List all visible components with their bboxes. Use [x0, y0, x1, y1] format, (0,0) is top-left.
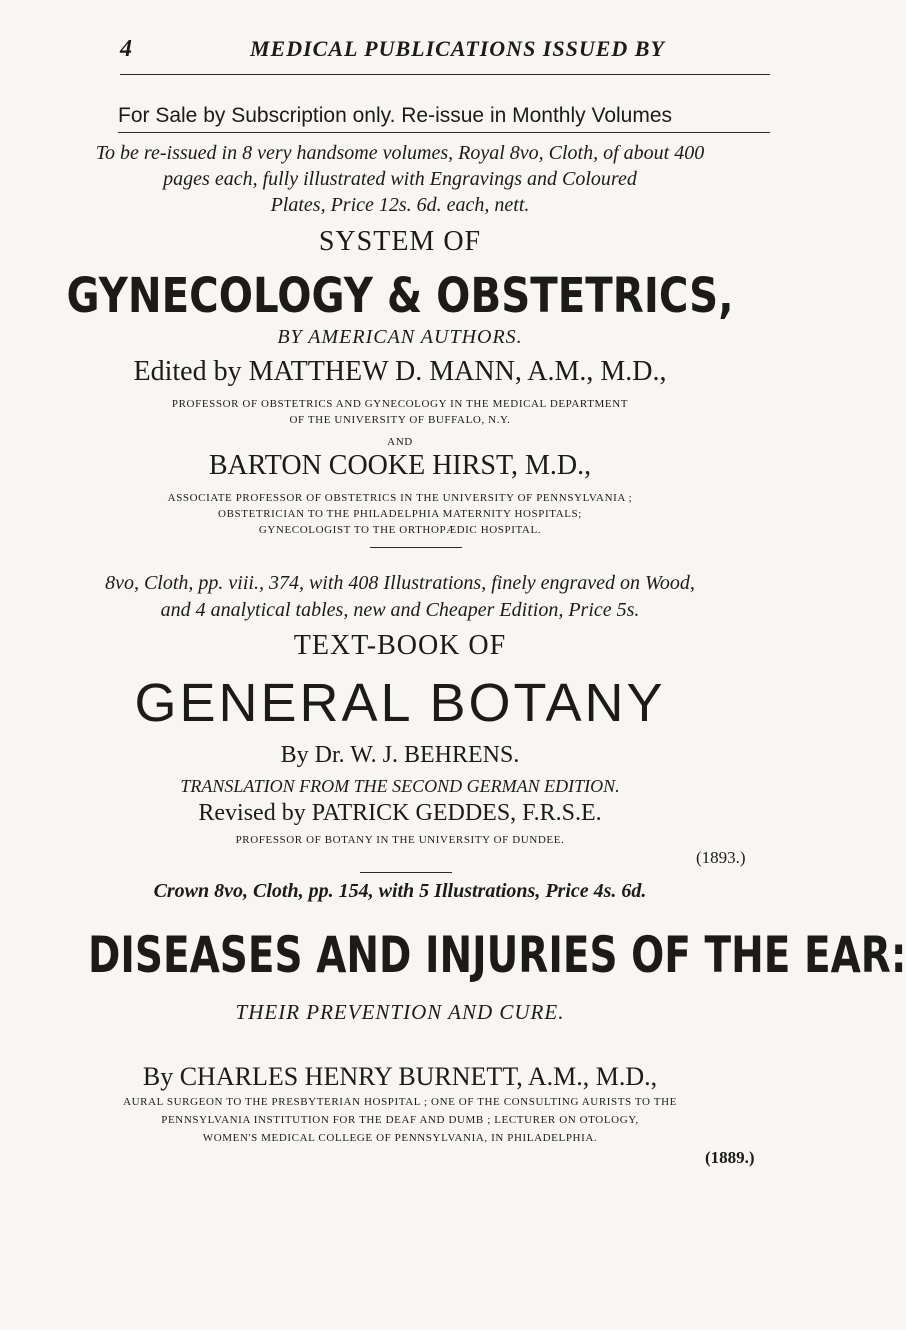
book2-reviser-credentials: PROFESSOR OF BOTANY IN THE UNIVERSITY OF DUNDEE. [235, 834, 565, 846]
editor2-credentials-3: GYNECOLOGIST TO THE ORTHOPÆDIC HOSPITAL. [258, 524, 542, 536]
book2-year: (1893.) [696, 848, 746, 867]
book3-credentials-1: AURAL SURGEON TO THE PRESBYTERIAN HOSPITAL ; ONE OF THE CONSULTING AURISTS TO THE [123, 1096, 677, 1108]
book2-title-line1: TEXT-BOOK OF [293, 630, 507, 661]
book1-details-line3: Plates, Price 12s. 6d. each, nett. [270, 194, 530, 216]
book3-author: By CHARLES HENRY BURNETT, A.M., M.D., [142, 1062, 658, 1091]
book3-credentials-3: WOMEN'S MEDICAL COLLEGE OF PENNSYLVANIA, IN PHILADELPHIA. [202, 1132, 598, 1144]
page-number: 4 [120, 36, 132, 62]
running-title: MEDICAL PUBLICATIONS ISSUED BY [250, 36, 665, 61]
book2-reviser: Revised by PATRICK GEDDES, F.R.S.E. [198, 800, 602, 826]
book1-details-line1: To be re-issued in 8 very handsome volumes, Royal 8vo, Cloth, of about 400 [95, 142, 705, 164]
book2-title-main: GENERAL BOTANY [134, 673, 666, 733]
section-divider-2 [360, 872, 452, 873]
book2-author: By Dr. W. J. BEHRENS. [280, 742, 520, 768]
editor1-credentials-1: PROFESSOR OF OBSTETRICS AND GYNECOLOGY IN THE MEDICAL DEPARTMENT [171, 398, 629, 410]
editor2-credentials-2: OBSTETRICIAN TO THE PHILADELPHIA MATERNITY HOSPITALS; [218, 508, 582, 520]
editor1-line: Edited by MATTHEW D. MANN, A.M., M.D., [133, 356, 667, 387]
header-rule [120, 74, 770, 75]
editor2-line: BARTON COOKE HIRST, M.D., [208, 450, 592, 481]
book1-subtitle: BY AMERICAN AUTHORS. [277, 326, 523, 348]
book1-title-main: GYNECOLOGY & OBSTETRICS, [66, 268, 734, 324]
book1-title-line1: SYSTEM OF [318, 226, 482, 257]
book3-credentials-2: PENNSYLVANIA INSTITUTION FOR THE DEAF AND DUMB ; LECTURER ON OTOLOGY, [161, 1114, 639, 1126]
book2-details-line2: and 4 analytical tables, new and Cheaper Edition, Price 5s. [160, 599, 640, 621]
book1-details-line2: pages each, fully illustrated with Engravings and Coloured [163, 168, 637, 190]
subscription-notice: For Sale by Subscription only. Re-issue in Monthly Volumes [118, 104, 673, 127]
book3-title-main: DISEASES AND INJURIES OF THE EAR: [88, 926, 906, 984]
editor2-credentials-1: ASSOCIATE PROFESSOR OF OBSTETRICS IN THE UNIVERSITY OF PENNSYLVANIA ; [167, 492, 633, 504]
notice-underline [118, 132, 770, 133]
translation-note: TRANSLATION FROM THE SECOND GERMAN EDITION. [180, 776, 620, 796]
and-separator: AND [387, 436, 413, 448]
book3-year: (1889.) [705, 1148, 755, 1167]
book2-details-line1: 8vo, Cloth, pp. viii., 374, with 408 Illustrations, finely engraved on Wood, [105, 572, 695, 594]
editor1-credentials-2: OF THE UNIVERSITY OF BUFFALO, N.Y. [289, 414, 511, 426]
book3-subtitle: THEIR PREVENTION AND CURE. [235, 1000, 565, 1024]
book3-details: Crown 8vo, Cloth, pp. 154, with 5 Illustrations, Price 4s. 6d. [153, 880, 647, 902]
section-divider-1 [370, 547, 462, 548]
